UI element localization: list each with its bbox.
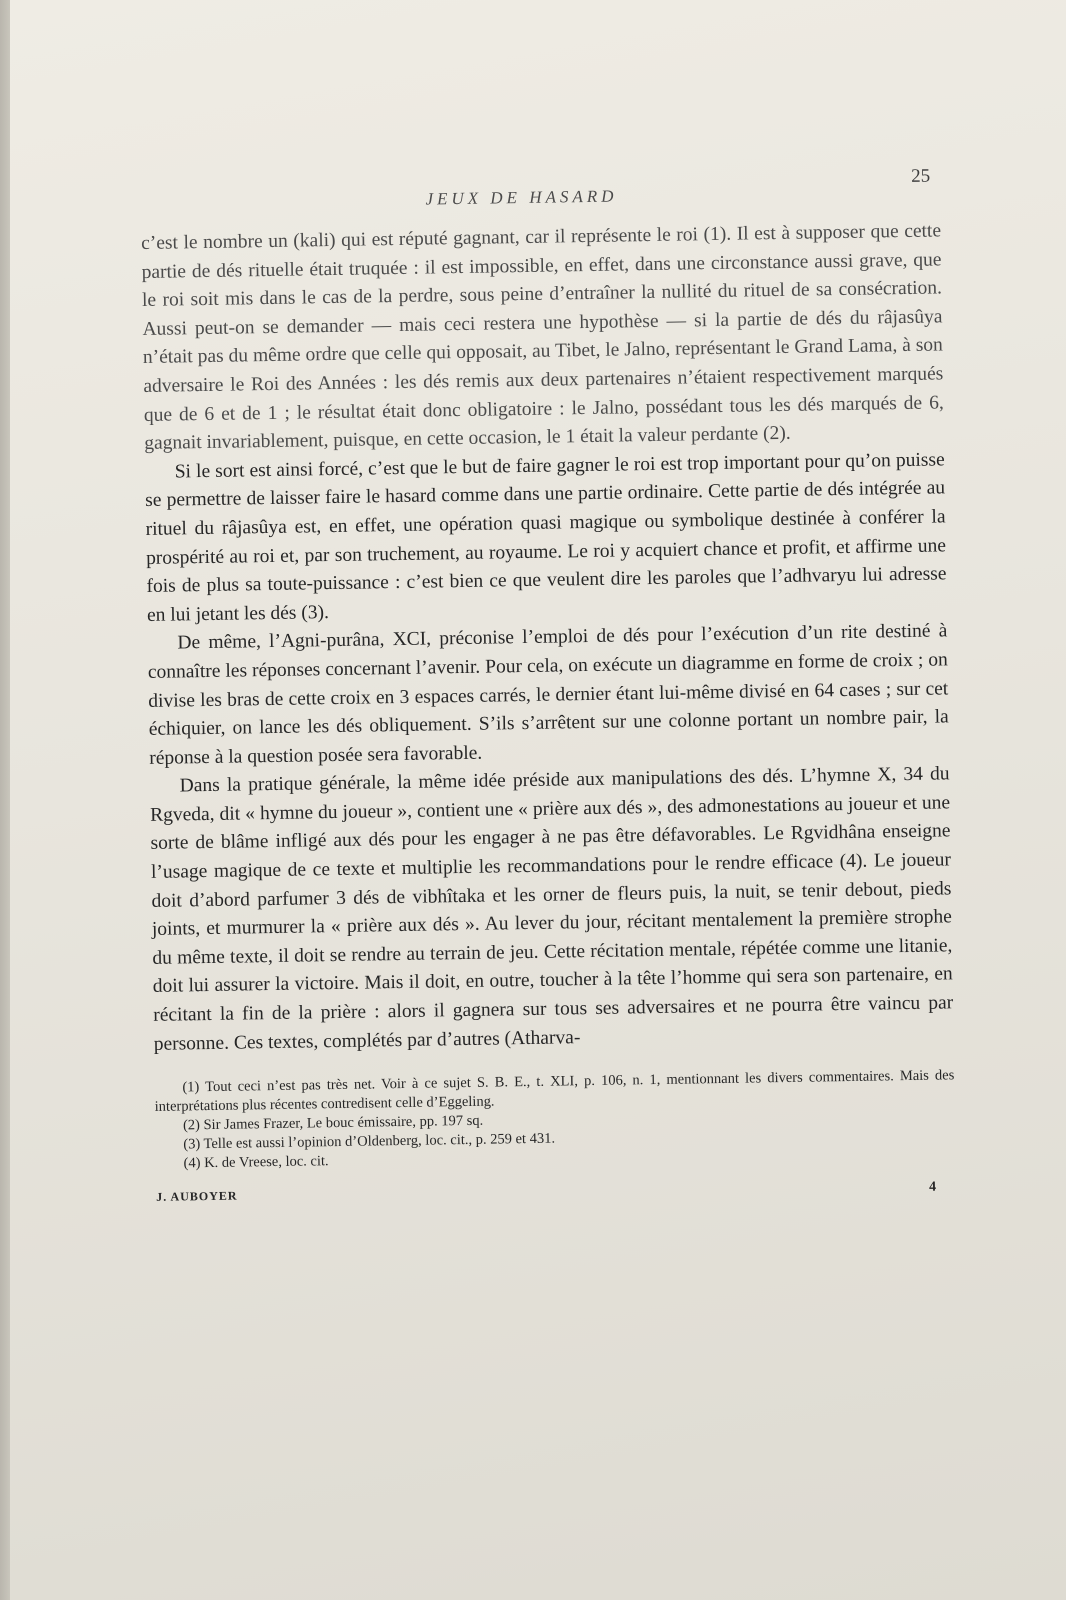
signature-mark: J. AUBOYER <box>156 1188 238 1205</box>
footnotes <box>154 1067 955 1175</box>
page-content <box>140 157 956 1212</box>
page-header <box>140 157 941 230</box>
running-title: JEUX DE HASARD <box>425 186 618 209</box>
paragraph: c’est le nombre un (kali) qui est réputé gagnant, car il représente le roi (1). Il est à supposer que cette partie de dés rituelle était truquée : il est impossible, en effet, dans une circonstance aussi grave, que le roi soit mis dans le cas de la perdre, sous peine d’entraîner la nullité du rituel de sa consécration. Aussi peut-on se demander — mais ceci restera une hypothèse — si la partie de dés du râjasûya n’était pas du même ordre que celle qui opposait, au Tibet, le Jalno, représentant le Grand Lama, à son adversaire le Roi des Années : les dés remis aux deux partenaires n’étaient respectivement marqués que de 6 et de 1 ; le résultat était donc obligatoire : le Jalno, possédant tous les dés marqués de 6, gagnait invariablement, puisque, en cette occasion, le 1 était la valeur perdante (2). <box>140 220 944 455</box>
paragraph: Dans la pratique générale, la même idée préside aux manipulations des dés. L’hymne X, 34 du Rgveda, dit « hymne du joueur », contient une « prière aux dés », des admonestations au joueur et une sorte de blâme infligé aux dés pour les engager à ne pas être défavorables. Le Rgvidhâna enseigne l’usage magique de ce texte et multiplie les recommandations pour le rendre efficace (4). Le joueur doit d’abord parfumer 3 dés de vibhîtaka et les orner de fleurs puis, la nuit, se tenir debout, pieds joints, et murmurer la « prière aux dés ». Au lever du jour, récitant mentalement la première strophe du même texte, il doit se rendre au terrain de jeu. Cette récitation mentale, répétée comme une litanie, doit lui assurer la victoire. Mais il doit, en outre, toucher à la tête l’homme qui sera son partenaire, en récitant la fin de la prière : alors il gagnera sur tous ses adversaires et ne pourra être vaincu par personne. Ces textes, complétés par d’autres (Atharva- <box>149 763 954 1055</box>
paragraph: Si le sort est ainsi forcé, c’est que le but de faire gagner le roi est trop important pour qu’on puisse se permettre de laisser faire le hasard comme dans une partie ordinaire. Cette partie de dés intégrée au rituel du râjasûya est, en effet, une opération quasi magique ou symbolique destinée à conférer la prospérité au roi et, par son truchement, au royaume. Le roi y acquiert chance et profit, et affirme une fois de plus sa toute-puissance : c’est bien ce que veulent dire les paroles que l’adhvaryu lui adresse en lui jetant les dés (3). <box>145 449 947 626</box>
page-footer <box>156 1178 956 1213</box>
paragraph: De même, l’Agni-purâna, XCI, préconise l’emploi de dés pour l’exécution d’un rite destiné à connaître les réponses concernant l’avenir. Pour cela, on exécute un diagramme en forme de croix ; on divise les bras de cette croix en 3 espaces carrés, le dernier étant lui-même divisé en 64 cases ; sur cet échiquier, on lance les dés obliquement. S’ils s’arrêtent sur une colonne portant un nombre pair, la réponse à la question posée sera favorable. <box>147 620 949 769</box>
footnote: (1) Tout ceci n’est pas très net. Voir à ce sujet S. B. E., t. XLI, p. 106, n. 1, mentionnant les divers commentaires. Mais des interprétations plus récentes contredisent celle d’Eggeling. <box>154 1067 955 1116</box>
sheet-number: 4 <box>928 1179 937 1195</box>
book-page <box>10 0 1066 1600</box>
page-number: 25 <box>911 165 931 187</box>
footnote: (3) Telle est aussi l’opinion d’Oldenberg, loc. cit., p. 259 et 431. <box>183 1130 556 1153</box>
footnote: (2) Sir James Frazer, Le bouc émissaire, pp. 197 sq. <box>182 1112 484 1134</box>
body-text <box>141 217 954 1059</box>
footnote: (4) K. de Vreese, loc. cit. <box>183 1153 329 1172</box>
